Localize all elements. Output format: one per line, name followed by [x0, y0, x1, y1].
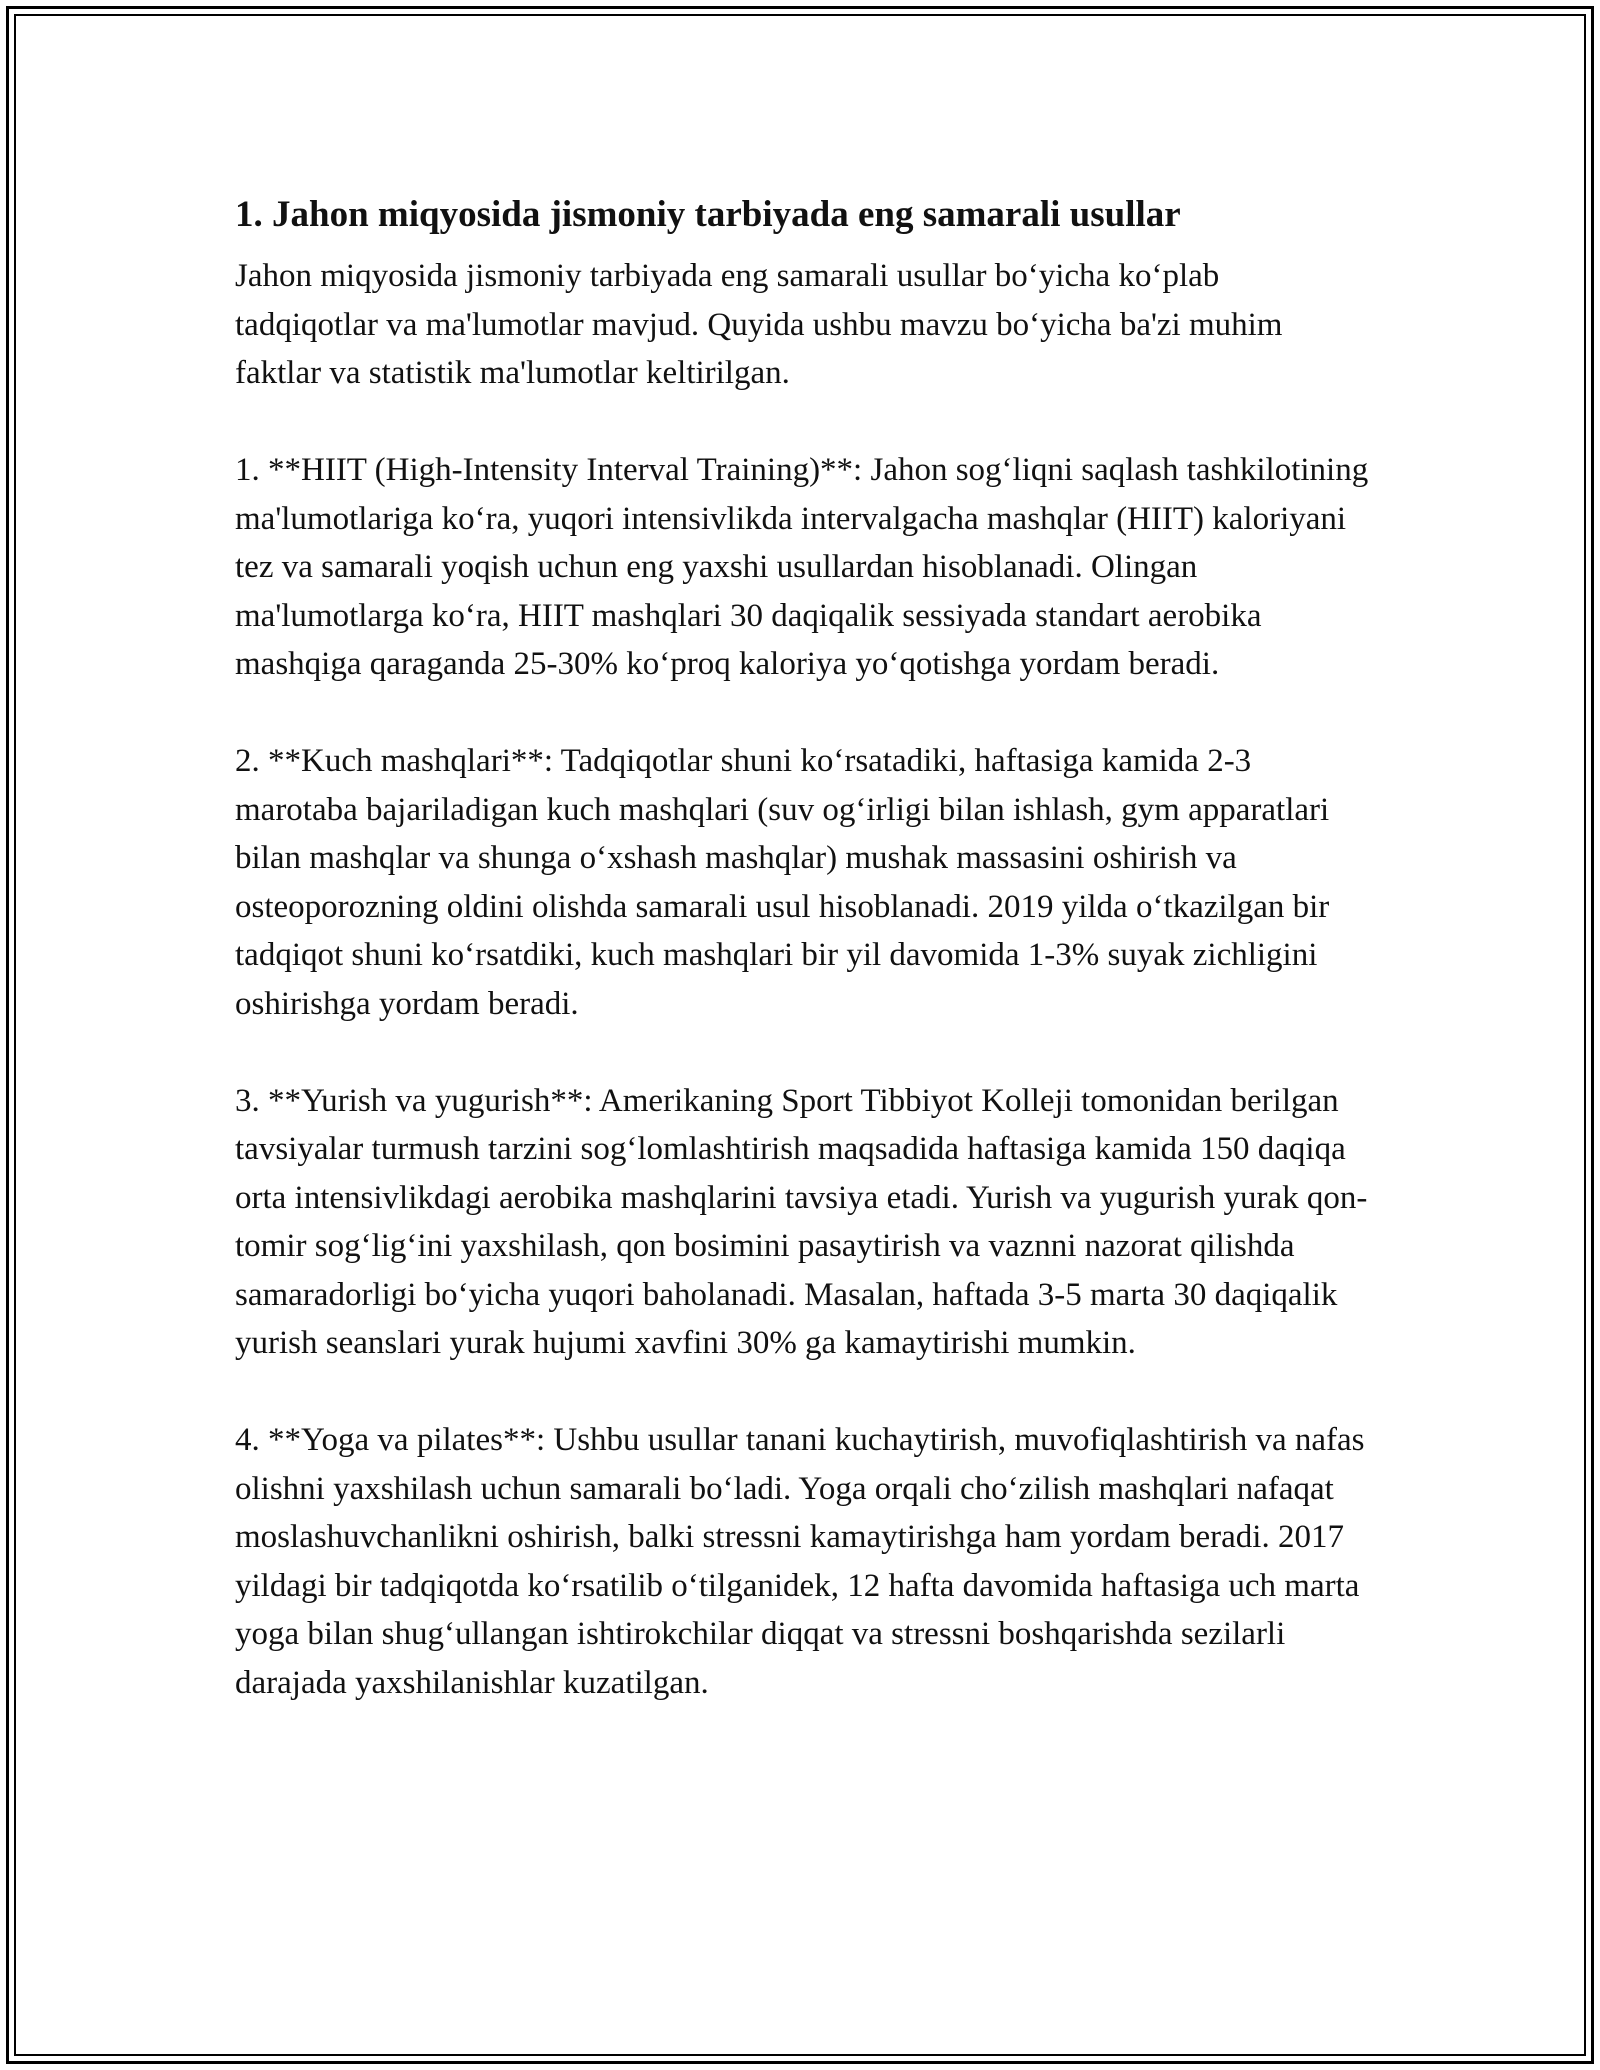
intro-paragraph: Jahon miqyosida jismoniy tarbiyada eng samarali usullar bo‘yicha ko‘plab tadqiqotlar va ma'lumotlar mavjud. Quyida ushbu mavzu bo‘yicha ba'zi muhim faktlar va statistik ma'lumotlar keltirilgan. — [235, 258, 1283, 392]
paragraph-hiit: 1. **HIIT (High-Intensity Interval Training)**: Jahon sog‘liqni saqlash tashkilotining ma'lumotlariga ko‘ra, yuqori intensivlikda intervalgacha mashqlar (HIIT) kaloriyani tez va samarali yoqish uchun eng yaxshi usullardan hisoblanadi. Olingan ma'lumotlarga ko‘ra, HIIT mashqlari 30 daqiqalik sessiyada standart aerobika mashqiga qaraganda 25-30% ko‘proq kaloriya yo‘qotishga yordam beradi. — [235, 452, 1369, 683]
document-body — [235, 180, 1370, 1756]
paragraph-strength-training: 2. **Kuch mashqlari**: Tadqiqotlar shuni ko‘rsatadiki, haftasiga kamida 2-3 marotaba bajariladigan kuch mashqlari (suv og‘irligi bilan ishlash, gym apparatlari bilan mashqlar va shunga o‘xshash mashqlar) mushak massasini oshirish va osteoporozning oldini olishda samarali usul hisoblanadi. 2019 yilda o‘tkazilgan bir tadqiqot shuni ko‘rsatdiki, kuch mashqlari bir yil davomida 1-3% suyak zichligini oshirishga yordam beradi. — [235, 743, 1330, 1022]
paragraph-walking-running: 3. **Yurish va yugurish**: Amerikaning Sport Tibbiyot Kolleji tomonidan berilgan tavsiyalar turmush tarzini sog‘lomlashtirish maqsadida haftasiga kamida 150 daqiqa orta intensivlikdagi aerobika mashqlarini tavsiya etadi. Yurish va yugurish yurak qon-tomir sog‘lig‘ini yaxshilash, qon bosimini pasaytirish va vaznni nazorat qilishda samaradorligi bo‘yicha yuqori baholanadi. Masalan, haftada 3-5 marta 30 daqiqalik yurish seanslari yurak hujumi xavfini 30% ga kamaytirishi mumkin. — [235, 1082, 1368, 1362]
paragraph-yoga-pilates: 4. **Yoga va pilates**: Ushbu usullar tanani kuchaytirish, muvofiqlashtirish va nafas olishni yaxshilash uchun samarali bo‘ladi. Yoga orqali cho‘zilish mashqlari nafaqat moslashuvchanlikni oshirish, balki stressni kamaytirishga ham yordam beradi. 2017 yildagi bir tadqiqotda ko‘rsatilib o‘tilganidek, 12 hafta davomida haftasiga uch marta yoga bilan shug‘ullangan ishtirokchilar diqqat va stressni boshqarishda sezilarli darajada yaxshilanishlar kuzatilgan. — [235, 1422, 1365, 1701]
document-title: 1. Jahon miqyosida jismoniy tarbiyada eng samarali usullar — [235, 194, 1181, 235]
